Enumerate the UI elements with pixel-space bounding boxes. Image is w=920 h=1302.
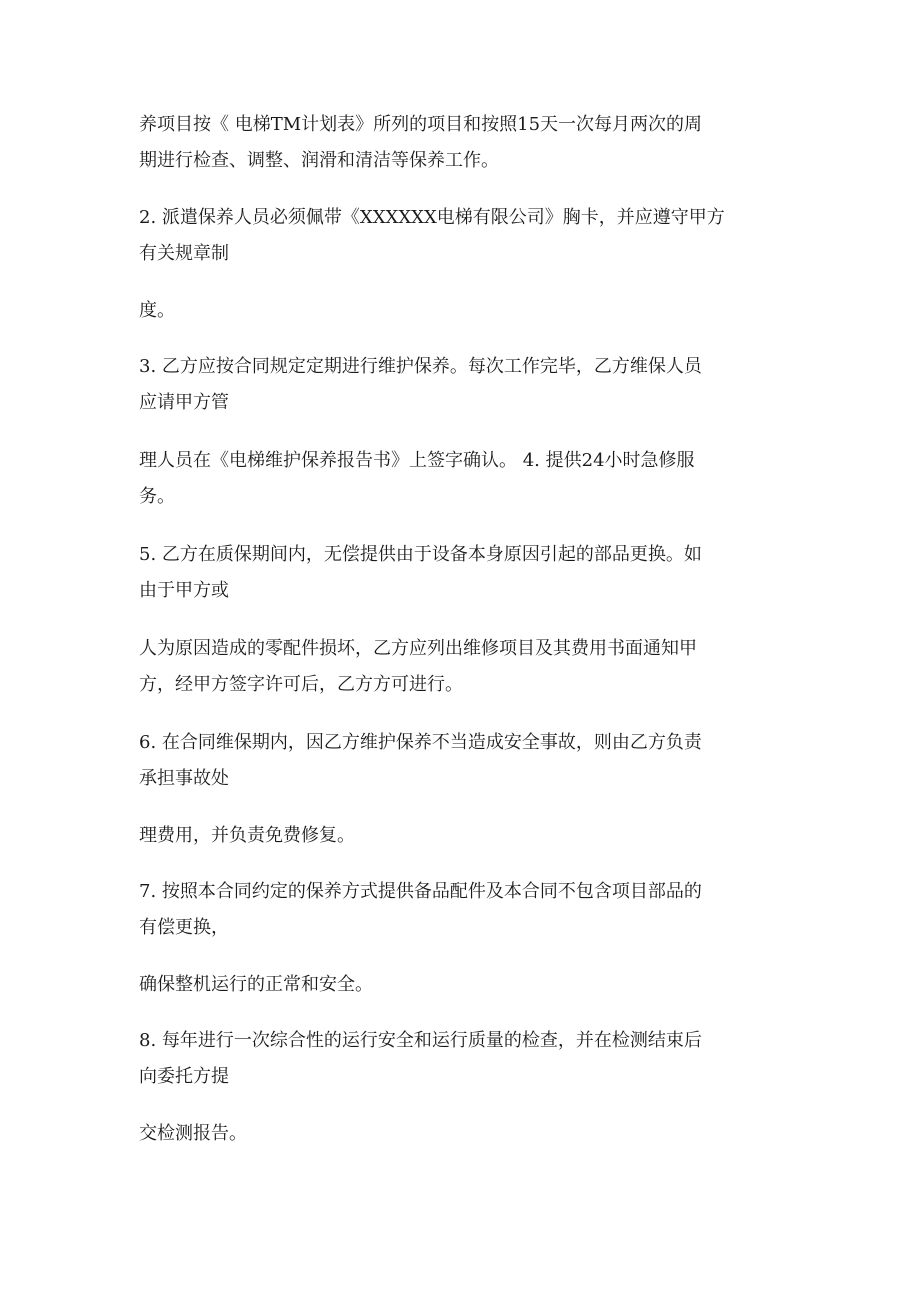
paragraph-item-2-continued xyxy=(139,293,789,329)
text-line: 向委托方提 xyxy=(139,1066,229,1087)
text-line: 5. 乙方在质保期间内，无偿提供由于设备本身原因引起的部品更换。如 xyxy=(139,544,702,565)
paragraph-item-3 xyxy=(139,349,789,421)
paragraph-item-5 xyxy=(139,537,789,609)
text-line: 理费用，并负责免费修复。 xyxy=(139,825,355,846)
text-line: 人为原因造成的零配件损坏，乙方应列出维修项目及其费用书面通知甲 xyxy=(139,638,697,659)
text-line: 交检测报告。 xyxy=(139,1123,247,1144)
paragraph-item-3-continued-and-item-4 xyxy=(139,443,789,515)
text-line: 2. 派遣保养人员必须佩带《XXXXXX电梯有限公司》胸卡，并应遵守甲方 xyxy=(139,207,725,228)
text-line: 3. 乙方应按合同规定定期进行维护保养。每次工作完毕，乙方维保人员 xyxy=(139,356,702,377)
text-line: 应请甲方管 xyxy=(139,392,229,413)
text-line: 7. 按照本合同约定的保养方式提供备品配件及本合同不包含项目部品的 xyxy=(139,881,702,902)
text-line: 8. 每年进行一次综合性的运行安全和运行质量的检查，并在检测结束后 xyxy=(139,1030,702,1051)
paragraph-item-7-continued xyxy=(139,967,789,1003)
paragraph-item-8 xyxy=(139,1023,789,1095)
paragraph-item-5-continued xyxy=(139,631,789,703)
text-line: 有关规章制 xyxy=(139,243,229,264)
text-line: 期进行检查、调整、润滑和清洁等保养工作。 xyxy=(139,150,499,171)
text-line: 由于甲方或 xyxy=(139,580,229,601)
text-line: 有偿更换， xyxy=(139,917,229,938)
paragraph-item-6 xyxy=(139,725,789,797)
text-line: 务。 xyxy=(139,486,175,507)
text-line: 养项目按《 电梯TM计划表》所列的项目和按照15天一次每月两次的周 xyxy=(139,114,703,135)
paragraph-maintenance-schedule xyxy=(139,107,789,179)
text-line: 方，经甲方签字许可后，乙方方可进行。 xyxy=(139,674,463,695)
paragraph-item-8-continued xyxy=(139,1116,789,1152)
text-line: 度。 xyxy=(139,300,175,321)
text-line: 理人员在《电梯维护保养报告书》上签字确认。 4. 提供24小时急修服 xyxy=(139,450,695,471)
paragraph-item-2 xyxy=(139,200,789,272)
text-line: 确保整机运行的正常和安全。 xyxy=(139,974,373,995)
text-line: 6. 在合同维保期内，因乙方维护保养不当造成安全事故，则由乙方负责 xyxy=(139,732,702,753)
paragraph-item-7 xyxy=(139,874,789,946)
paragraph-item-6-continued xyxy=(139,818,789,854)
text-line: 承担事故处 xyxy=(139,768,229,789)
